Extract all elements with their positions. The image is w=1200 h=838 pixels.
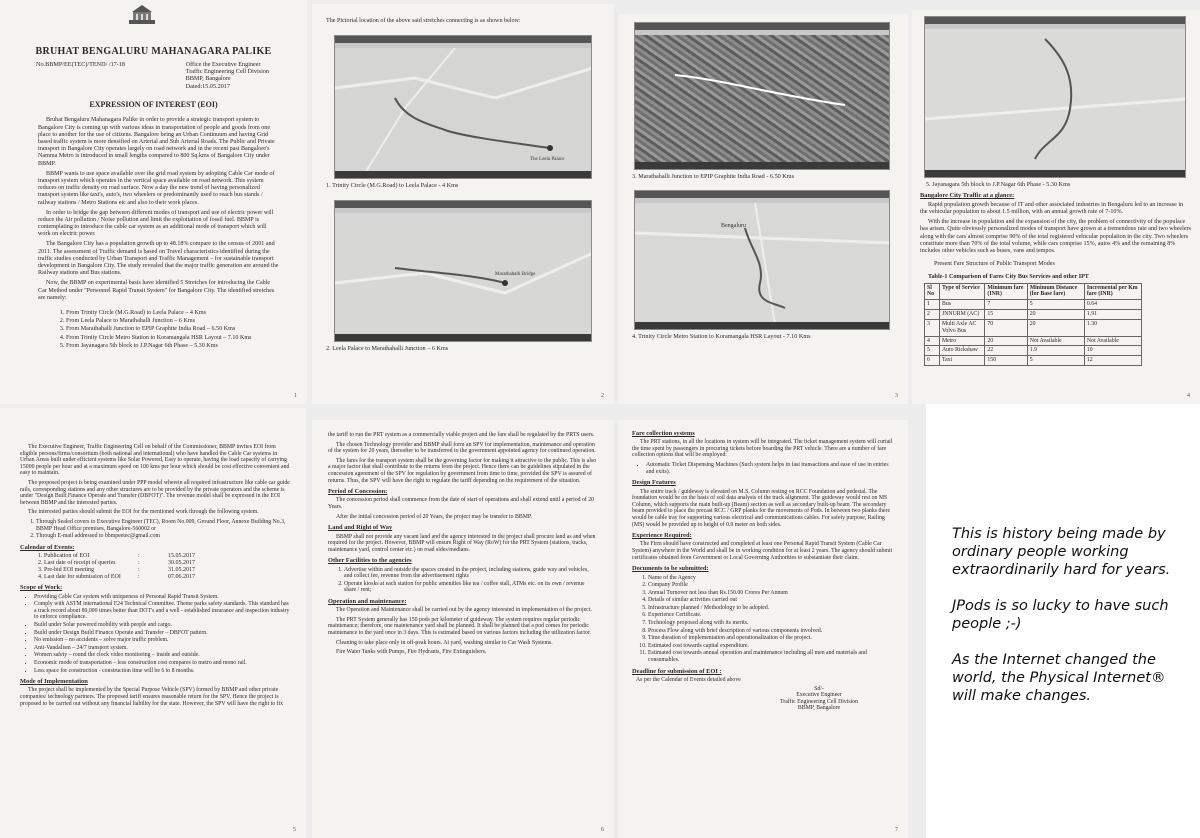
table-cell: 3 — [925, 319, 940, 336]
route-map — [635, 203, 890, 324]
list-item: 1. From Trinity Circle (M.G.Road) to Leela Palace – 4 Kms — [66, 310, 279, 317]
paragraph: The Executive Engineer, Traffic Engineering Cell on behalf of the Commissioner, BBMP invites EOI from eligible persons/firms/consortium (both national and international) who have handled the Cable Car systems in Urban Areas built under efficient systems like Solar Powered, Easy to operate, having the load capacity of carrying 15000 people per hour and at a maximum speed on 100 kms per hour which should be cost effective convenient and easy to maintain. — [20, 444, 290, 477]
list-item: 4. From Trinity Circle Metro Station to Koramangala HSR Layout – 7.10 Kms — [66, 335, 279, 342]
deadline-text: As per the Calendar of Events detailed above — [636, 676, 741, 683]
documents-list — [648, 575, 896, 664]
office-line: BBMP, Bangalore — [185, 75, 231, 83]
table-row — [925, 319, 1142, 336]
fare-table — [924, 283, 1142, 366]
section-heading: Design Features — [632, 479, 676, 487]
page-number: 6 — [601, 827, 604, 834]
calendar-of-events — [38, 553, 290, 580]
section-heading: Fare collection systems — [632, 430, 695, 437]
list-item: 3. Annual Turnover not less than Rs.150.00 Crores Per Annum — [648, 590, 896, 597]
paragraph: Cleaning to take place only in off-peak hours. At yard, washing similar to Car Wash Systems. — [336, 639, 553, 646]
facilities-list — [344, 567, 598, 594]
table-title: Table-1 Comparison of Fares City Bus Services and other IPT — [928, 274, 1089, 281]
table-cell: Taxi — [939, 356, 984, 366]
taskbar — [635, 322, 889, 329]
list-item: • No emission – no accidents – solve major traffic problem. — [34, 637, 290, 644]
table-cell: 0.64 — [1084, 300, 1141, 310]
event-sep: : — [138, 573, 140, 580]
table-cell: 5 — [1027, 300, 1084, 310]
section-heading: Operation and maintenance: — [328, 597, 407, 605]
list-item: 9. Time duration of implementation and operationalization of the project. — [648, 635, 896, 642]
event-date: 30.05.2017 — [168, 559, 195, 566]
section-heading: Documents to be submitted: — [632, 565, 709, 573]
list-item: 8. Process Flow along with brief description of various components involved. — [648, 628, 896, 635]
list-item: 2. Operate kiosks at each station for public amenities like tea / coffee stall, ATMs etc. on its own / revenue share / rent; — [344, 581, 598, 594]
page-number: 3 — [895, 392, 898, 399]
list-item: 10. Estimated cost towards capital expenditure. — [648, 643, 896, 650]
map-screenshot-1 — [334, 35, 592, 179]
browser-bar — [335, 36, 591, 43]
map-caption: 3. Marathahalli Junction to EPIP Graphite India Road - 6.50 Kms — [632, 173, 794, 180]
list-item: 5. From Jayanagara 5th block to J.P.Nagar 6th Phase – 5.30 Kms — [66, 343, 279, 350]
map-caption: 4. Trinity Circle Metro Station to Koramangala HSR Layout - 7.10 Kms — [632, 333, 811, 341]
table-cell: 6 — [925, 356, 940, 366]
table-cell: 1 — [925, 300, 940, 310]
paragraph: The interested parties should submit the EOI for the mentioned work through the following system. — [28, 509, 259, 516]
table-cell: 12 — [1084, 356, 1141, 366]
table-cell: 10 — [1084, 346, 1141, 356]
scope-list — [34, 594, 290, 675]
page-number: 5 — [293, 827, 296, 834]
browser-bar — [635, 23, 889, 30]
paragraph: The concession period shall commence from the date of start of operations and shall extend until a period of 20 Years. — [328, 497, 595, 511]
list-item: 7. Technology proposed along with its merits. — [648, 620, 896, 627]
document-page-2 — [312, 4, 614, 404]
page-number: 2 — [601, 392, 604, 399]
document-page-4 — [912, 10, 1200, 404]
section-heading: Bangalore City Traffic at a glance: — [920, 192, 1015, 200]
section-heading: Mode of Implementation — [20, 678, 88, 686]
taskbar — [635, 162, 889, 169]
table-row — [925, 310, 1142, 320]
list-item: 2. Company Profile — [648, 582, 896, 589]
document-page-1 — [0, 0, 307, 404]
paragraph: BBMP shall not provide any vacant land and the agency interested in the project shall procure land as and when required for the project. However, BBMP will ensure Right of Way (RoW) for the PRT System (stations, tracks, maintenance yard, control center etc.) on road sides/medians. — [328, 533, 596, 553]
office-line: Traffic Engineering Cell Division — [185, 68, 269, 76]
note-paragraph: This is history being made by ordinary people working extraordinarily hard for years. — [952, 526, 1171, 578]
event-sep: : — [138, 566, 140, 573]
table-cell: Not Available — [1084, 336, 1141, 346]
map-caption: 1. Trinity Circle (M.G.Road) to Leela Palace - 4 Kms — [326, 182, 459, 190]
table-cell: 1.9 — [1027, 346, 1084, 356]
office-line: Dated:15.05.2017 — [185, 82, 230, 90]
table-header: Minimum Distance (for Base fare) — [1027, 283, 1084, 300]
signature-line: BBMP, Bangalore — [797, 705, 841, 712]
paragraph: The project shall be implemented by the Special Purpose Vehicle (SPV) formed by BBMP and other private companies/ technology partners. The proposed tariff ensures reasonable return for the SPV. Hence the project is proposed to be carried out without any financial liability for the state. However, the SPV will have the right to fix — [20, 687, 284, 707]
paragraph: the tariff to run the PRT system as a commercially viable project and the fare shall be regulated by the PRTS users. — [328, 432, 595, 438]
document-page-7 — [618, 420, 908, 838]
section-heading: Period of Concession: — [328, 488, 388, 496]
paragraph: The PRT stations, in all the locations in system will be integrated. The ticket management system will curtail the time spent by passengers in procuring tickets before boarding the PRT vehicle. There are a number of fare collection options that will be employed: — [632, 439, 893, 459]
route-map — [335, 213, 592, 336]
paragraph: Now, the BBMP on experimental basis have identified 5 Stretches for introducing the Cable Car Method under "Personnel Rapid Transit System" for Bangalore City. The identified stretches are namely: — [38, 280, 275, 301]
table-cell: 150 — [985, 356, 1027, 366]
table-header: Incremental per Km fare (INR) — [1084, 283, 1141, 300]
paragraph: After the initial concession period of 20 Years, the project may be transfer to BBMP. — [336, 513, 532, 520]
list-item: 2. From Leela Palace to Marathahalli Junction – 6 Kms — [66, 318, 279, 325]
map-screenshot-3 — [634, 22, 890, 170]
table-cell: 1.30 — [1084, 319, 1141, 336]
taskbar — [335, 334, 591, 341]
table-cell: 7 — [985, 300, 1027, 310]
document-title: EXPRESSION OF INTEREST (EOI) — [89, 100, 218, 110]
table-row — [925, 336, 1142, 346]
table-cell: JNNURM (AC) — [939, 310, 984, 320]
table-row — [925, 346, 1142, 356]
paragraph: BBMP wants to use space available over the grid road system by adopting Cable Car mode of transport system which operates in the vertical space available on road network. This system reduces on traffic density on road surface. Now a day the new trend of having personalized transport system like taxi's, auto's, two wheelers or predominantly used to reach bus stands / railway stations / Metro Stations etc and also to their work places. — [38, 170, 275, 206]
page-number: 4 — [1187, 392, 1190, 399]
table-cell: 5 — [925, 346, 940, 356]
paragraph: The entire track / guideway is elevated on M.S. Column resting on RCC Foundation and pedestal. The foundation would be on the basis of soil data analysis of the track alignment. The guideway would rest on MS Column, which supports the main built-up (Beam) section as well as secondary built-up beam. The secondary beam provided to place the precast RCC / GRP planks for the movements of Pods. In between two planks there would be cable tray for supporting various electrical and communications cables. For safety purpose, Railing (MS) would be provided up to height of 0.9 meter on both sides. — [632, 488, 891, 528]
list-item: 3. From Marathahalli Junction to EPIP Graphite India Road – 6.50 Kms — [66, 326, 279, 333]
list-item: 1. Advertise within and outside the spaces created in the project, including stations, guide way and vehicles, and collect fee, revenue from the advertisement rights — [344, 567, 598, 580]
signature-block — [742, 686, 896, 712]
map-label: The Leela Palace — [530, 157, 565, 163]
section-heading: Deadline for submission of EOI : — [632, 667, 722, 675]
event-name: 2. Last date of receipt of queries — [38, 559, 116, 566]
document-page-3 — [618, 14, 908, 404]
note-paragraph: JPods is so lucky to have such people ;-) — [952, 597, 1169, 632]
signature-line: Traffic Engineering Cell Division — [779, 698, 859, 705]
map-caption: 2. Leela Palace to Marathahalli Junction – 6 Kms — [326, 344, 449, 352]
event-row — [38, 574, 290, 581]
list-item: • Comply with ASTM international F24 Technical Committee. Theme parks safety standards. This standard has a track record about 80,000 times better than DOT's and a well - established insurance and inspection industry to enforce compliance. — [34, 601, 290, 621]
map-label: Marathahalli Bridge — [495, 271, 536, 277]
list-item: • Providing Cable Car system with uniqueness of Personal Rapid Transit System. — [34, 594, 290, 601]
browser-bar — [925, 17, 1185, 24]
list-item: 11. Estimated cost towards annual operation and maintenance including all men and materials and consumables. — [648, 650, 896, 663]
table-cell: 4 — [925, 336, 940, 346]
paragraph: The Operation and Maintenance shall be carried out by the agency interested in implementation of the project. — [336, 607, 592, 614]
section-heading: Experience Required: — [632, 532, 692, 540]
paragraph: The fares for the transport system shall be the governing factor for making it attractive to the public. This is also a major factor that shall contribute to the returns from the project. Hence there can be guidelines stipulated in the concession agreement of the SPV for regulation by government from time to time, provided the SPV is assured of returns. Thus, the SPV will have the right to regulate the tariff depending on the requirement of the situation. — [328, 457, 597, 484]
event-sep: : — [138, 559, 140, 566]
list-item: 1. Through Sealed covers to Executive Engineer (TEC), Room No.009, Ground Floor, Annexe Building No.3, BBMP Head Office premises, Bangalore-560002 or — [36, 519, 290, 532]
table-header: Sl No — [925, 283, 940, 300]
browser-bar — [635, 191, 889, 198]
signature-line: Sd/- — [814, 685, 824, 692]
table-cell: 1.91 — [1084, 310, 1141, 320]
paragraph: The Bangalore City has a population growth up to 48.18% compare to the census of 2001 and 2011. The assessment of Traffic demand is based on Travel characteristics identified during the traffic studies conducted by Urban Transport and Traffic Management – for sustainable transport development in Bangalore City. The study revealed that the major traffic generation are around the Railway stations and Bus stations. — [38, 241, 279, 277]
table-row — [925, 356, 1142, 366]
submission-list — [36, 519, 290, 540]
map-caption: 5. Jayanagara 5th block to J.P.Nagar 6th Phase - 5.30 Kms — [926, 181, 1071, 188]
event-date: 15.05.2017 — [168, 553, 195, 560]
event-row — [38, 553, 290, 560]
list-item: 6. Experience Certificate. — [648, 612, 896, 619]
list-item: • Women safety – round the clock video monitoring – inside and outside. — [34, 652, 290, 659]
map-screenshot-4 — [634, 190, 890, 330]
page-number: 1 — [294, 392, 297, 399]
paragraph: In order to bridge the gap between different modes of transport and use of electric power will reduce the Air pollution / Noise pollution and limit the exploitation of fossil fuel. BBMP is contemplating to introduce the cable car system as an additional mode of transport which will work on electric power. — [38, 209, 274, 238]
route-map — [335, 48, 592, 173]
paragraph: Bruhat Bengaluru Mahanagara Palike in order to provide a strategic transport system to Bangalore City is coming up with various ideas in transportation of people and goods from one place to another for the use of citizens. Bangalore being an Urban Continuum and having Grid based traffic system is more densified on Arterial and Sub Arterial Roads. The Public and Private transport in Bangalore City operates largely on road network and in the recent past Bangalore's Namma Metro is introduced in small lengths compared to 800 Sq.kms of Bangalore City under BBMP. — [38, 117, 275, 167]
table-header: Minimum fare (INR) — [985, 283, 1027, 300]
section-heading: Land and Right of Way — [328, 524, 393, 532]
event-date: 31.05.2017 — [168, 566, 195, 573]
list-item: • Anti-Vandalism – 24/7 transport system. — [34, 645, 290, 652]
taskbar — [335, 171, 591, 178]
event-name: 3. Pre-bid EOI meeting — [38, 566, 94, 573]
office-block — [186, 61, 269, 90]
map-intro: The Pictorial location of the above said stretches connecting is as shown below: — [326, 18, 521, 24]
paragraph: With the increase in population and the expansion of the city, the problem of connectivity of the populace has arisen. Quite obviously personalized modes of transport have grown at a tremendous rate and two wheelers along with the cars almost comprise 90% of the total registered vehicular population in the city. Two wheelers constitute more than 70% of the total volume, while cars comprise 15%, autos 4% and the remaining 8% includes other vehicles such as buses, vans and tempos. — [920, 219, 1191, 254]
signature-line: Executive Engineer — [796, 692, 842, 699]
fare-options-list — [646, 462, 896, 475]
list-item: • Automatic Ticket Dispensing Machines (Such system helps in fast transactions and ease of use in entries and exits). — [646, 462, 896, 475]
paragraph: Fire Water Tanks with Pumps, Fire Hydrants, Fire Extinguishers. — [336, 649, 487, 656]
table-cell: 15 — [985, 310, 1027, 320]
table-cell: 5 — [1027, 356, 1084, 366]
table-row — [925, 300, 1142, 310]
stretch-list — [66, 310, 279, 350]
map-screenshot-5 — [924, 16, 1186, 178]
route-map — [635, 35, 890, 163]
table-cell: 22 — [985, 346, 1027, 356]
map-screenshot-2 — [334, 200, 592, 342]
letter-meta — [8, 61, 299, 90]
section-heading: Calendar of Events: — [20, 543, 75, 551]
table-cell: Multi Axle AC Volvo Bus — [939, 319, 984, 336]
org-name: BRUHAT BENGALURU MAHANAGARA PALIKE — [35, 46, 272, 57]
list-item: 4. Details of similar activities carried out — [648, 597, 896, 604]
taskbar — [925, 170, 1185, 177]
paragraph: The chosen Technology provider and BBMP shall form an SPV for implementation, maintenance and operation of the system for 20 years, thereafter to be transferred to the government appointed agency for continued operation. — [328, 441, 596, 455]
table-header: Type of Service — [939, 283, 984, 300]
reference-number: No.BBMP/EE(TEC)/TEND/ /17-18 — [36, 60, 126, 68]
commentary-note — [926, 404, 1200, 838]
list-item: • Build under Solar powered mobility with people and cargo. — [34, 622, 290, 629]
event-name: 4. Last date for submission of EOI — [38, 573, 121, 580]
list-item: • Economic mode of transportation – less construction cost compares to metro and mono rail. — [34, 660, 290, 667]
page-number: 7 — [895, 827, 898, 834]
table-cell: Not Available — [1027, 336, 1084, 346]
paragraph: The Firm should have constructed and completed at least one Personal Rapid Transit System (Cable Car System) anywhere in the World and shall be in working condition for at least 2 years. The agency should submit certificates obtained from Government or Local Governing Authorities to substantiate their claim. — [632, 541, 893, 561]
list-item: • Less space for construction - construction time will be 6 to 8 months. — [34, 668, 290, 675]
document-page-5 — [0, 408, 306, 838]
bbmp-emblem-icon — [125, 4, 159, 26]
table-cell: 20 — [985, 336, 1027, 346]
list-item: 2. Through E-mail addressed to bbmpeetec@gmail.com — [36, 533, 290, 540]
event-row — [38, 567, 290, 574]
fare-intro: Present Fare Structure of Public Transport Modes — [934, 261, 1055, 268]
table-cell: 2 — [925, 310, 940, 320]
browser-bar — [335, 201, 591, 208]
list-item: 1. Name of the Agency — [648, 575, 896, 582]
list-item: • Build under Design Build Finance Operate and Transfer – DBFOT pattern. — [34, 630, 290, 637]
table-cell: Auto Rickshaw — [939, 346, 984, 356]
table-cell: 20 — [1027, 310, 1084, 320]
section-heading: Scope of Work: — [20, 584, 63, 592]
table-cell: 20 — [1027, 319, 1084, 336]
paragraph: The PRT System generally has 150 pods per kilometer of guideway. The system requires regular periodic maintenance; therefore, one maintenance yard shall be planned. It shall be planned that a pod comes for periodic maintenance to the yard once in 3 days. This is estimated based on various factors including the utilization factor. — [328, 616, 591, 637]
table-cell: Metro — [939, 336, 984, 346]
event-row — [38, 560, 290, 567]
event-sep: : — [138, 553, 140, 560]
event-date: 07.06.2017 — [168, 573, 195, 580]
paragraph: The proposed project is being examined under PPP model wherein all required infrastructure like cable car guide rails, corresponding stations and any other structures are to be provided by the private operators and the scheme is under "Design Built Finance Operate and Transfer (DBFOT)". The revenue model shall be expressed in the EOI between BBMP and the interested parties. — [20, 479, 290, 506]
list-item: 5. Infrastructure planned / Methodology to be adopted. — [648, 605, 896, 612]
route-map — [925, 29, 1186, 172]
event-name: 1. Publication of EOI — [38, 553, 90, 560]
table-cell: Bus — [939, 300, 984, 310]
section-heading: Other Facilities to the agencies — [328, 557, 412, 565]
note-paragraph: As the Internet changed the world, the Physical Internet® will make changes. — [952, 651, 1166, 704]
office-line: Office the Executive Engineer — [185, 60, 261, 68]
document-page-6 — [312, 420, 614, 838]
table-cell: 70 — [985, 319, 1027, 336]
table-header-row — [925, 283, 1142, 300]
paragraph: Rapid population growth because of IT and other associated industries in Bengaluru led to an increase in the vehicular population to about 1.5 million, with an annual growth rate of 7-10%. — [920, 201, 1184, 216]
map-label: Bengaluru — [721, 223, 746, 230]
